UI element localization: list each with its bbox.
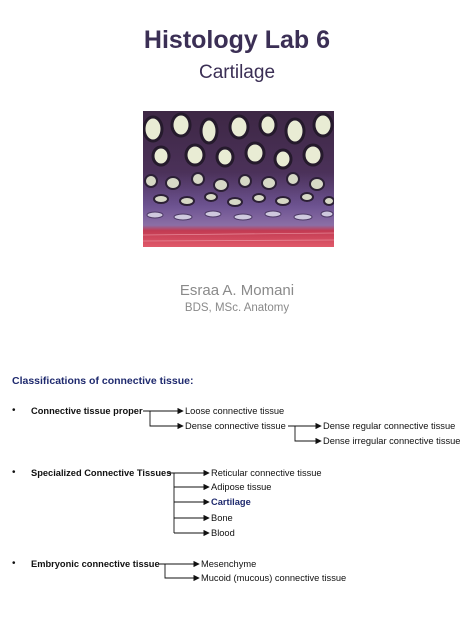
classification-heading: Classifications of connective tissue:	[12, 375, 194, 387]
embryonic-mucoid: Mucoid (mucous) connective tissue	[201, 573, 347, 583]
proper-dense-irregular: Dense irregular connective tissue	[323, 436, 461, 446]
proper-label: Connective tissue proper	[31, 406, 143, 416]
specialized-adipose: Adipose tissue	[211, 482, 272, 492]
specialized-cartilage: Cartilage	[211, 497, 251, 507]
bullet-embryonic: •	[12, 558, 16, 569]
embryonic-label: Embryonic connective tissue	[31, 559, 160, 569]
author-degree: BDS, MSc. Anatomy	[184, 302, 290, 314]
proper-dense: Dense connective tissue	[185, 421, 286, 431]
bullet-specialized: •	[12, 467, 16, 478]
embryonic-mesenchyme: Mesenchyme	[201, 559, 257, 569]
specialized-blood: Blood	[211, 528, 235, 538]
bullet-proper: •	[12, 405, 16, 416]
specialized-reticular: Reticular connective tissue	[211, 468, 322, 478]
proper-loose: Loose connective tissue	[185, 406, 285, 416]
specialized-label: Specialized Connective Tissues	[31, 468, 172, 478]
slide-subtitle: Cartilage	[198, 62, 276, 83]
slide-title: Histology Lab 6	[143, 26, 331, 54]
proper-dense-regular: Dense regular connective tissue	[323, 421, 456, 431]
author-name: Esraa A. Momani	[179, 282, 295, 299]
specialized-bone: Bone	[211, 513, 233, 523]
